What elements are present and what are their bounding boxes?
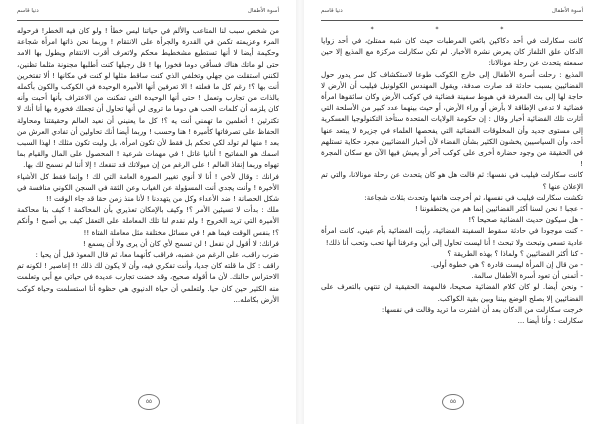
left-page bbox=[0, 0, 296, 424]
paragraph: راقف : كل ما قلته كان جديا، وأنت تفكري فيه، وأن لا يكون لك ذلك !! إعاصير ! لكونه تم الاحتراس حالنك. لأن ما أقوله صحيح، وقد خضت تجارب عديدة في حياتي مع أبي وتعلمت منه الكثير حين كان حيا. ولتعلمي أن حياة الدنيوي هي حظوة أنا استسلمت وحياة كوكب الأرض بكامله... bbox=[17, 261, 279, 304]
paragraph: من شخص سبب لنا المتاعب والألم في حياتنا ليس خطأ ! ولو كان فيه الخطر! فرحوله المرء وعزيمته تكمن في القدرة والجرأة على الانتقام ! وربما نحن ذاتها امرأة شجاعة وحكيمة أيضا لا أنها تستطيع مشخطيط محكم ولاتعرف أقرب الانتقام ويطول بها الامد حتى لو ماتك هناك فسأقي دوما فخورا بها ! قل رجيلها كنت أطلبها مجنونة مثلما تظنين، لكنني استقلت من جهلي وتخلفي الذي كنت ساقط مثلها لو كنت في مكانها ! ألا تفتخرين أنت بها ؟! رغم كل ما فعلته ! الا تعرفين أنها الأميرة الوحيدة في الكوكب والكون بأكمله بالذات من تجارب وتعمل ! حتى أنها الوحيدة التي تمكنت من الاعتراف بأنها أحبت وأنه كان يلزمه أن كلمات الحب هي دوما ما تروى لي أنها تحاول أن تجعلك فخورة بها أنا أنك لا تكترثين ! أتعلمين ما تهمني أنت يه ؟! كل ما يعنيني أن نعيد العالم وحقيقتنا ومحاولة الحفاظ على تصرفاتها كأميرة ! هنا وحسب ! وربما أيضا أنك تحاولين أن تفادي العرش من بعد ! منها لم تولد لكي تحكم بل فقط لأن تكون امرأة، بل وليت تكون مثلك ! لهذا السبب اسمك هو المفاتيح ! أنانيا غاتل ! في مهمات شرعية ! المحصول على المال والقيام بما تهواه وربما إنقاذ العالم ! على الرغم من إن ميولاتك قد تنفعك ! إلا أننا لم نسمح لك بها. bbox=[17, 26, 279, 170]
paragraph: فرانك: لا أقول لن نفعل ! لن تسمح لأي كان أن يرى ولا أن يسمع ! bbox=[82, 238, 279, 248]
paragraph: كانت سكارلت فيليب في نفسها: ثم قالت هل هو كان يتحدث عن رحلة مونالانا، والتي تم الإعلان عنها ؟ bbox=[321, 170, 583, 191]
dialogue-line: - كنا أكثر الفضائيين ؟ ولماذا ؟ بهذه الطريقة ؟ bbox=[447, 248, 583, 258]
paragraph: خرجت سكارلت من الدكان بعد أن اشترت ما تريد وقالت في نفسها: bbox=[381, 304, 583, 314]
page-number: ٥٥ bbox=[442, 394, 464, 410]
right-page-header bbox=[321, 8, 583, 18]
header-author: دنيا قاسم bbox=[321, 8, 343, 14]
paragraph: فرانك : وقال لأخي ! أنا لا أنوي تغيير الصورة العامة التي لك ! وإنما فقط كل الأشياء الأخيرة ! وأنت يجدي أنت المسؤولة عن الغياب وعن الثقة في السجن الكوني منافسة في شكل الحصانة ! ضد الأعداء وكل من يتهددنا ! لأنا منذ زمن حقا قد جاء الوقت !! bbox=[17, 171, 279, 204]
dialogue-line: - ونحن أيضا. لو كان كلام الفضائية صحيحا، فالمهمة الحقيقية لن تنتهي بالتعرف على الفضائيين إلا بصلح الوضع بيننا وبين بقية الكواكب. bbox=[321, 282, 583, 303]
dialogue-line: - أتمنى أن تعود أسرة الأطفال سالمة. bbox=[471, 271, 583, 281]
header-author: دنيا قاسم bbox=[17, 8, 39, 14]
right-page bbox=[304, 0, 600, 424]
book-gutter bbox=[296, 0, 304, 424]
left-page-body bbox=[17, 25, 279, 395]
header-title: أسوة الأطفال bbox=[551, 8, 583, 14]
right-page-body bbox=[321, 25, 583, 395]
paragraph: المذيع : رحلت أسرة الأطفال إلى خارج الكوكب طوعا لاستكشاف كل سر يدور حول الفضائيين بسبب حادثة قد صارت صدفة، ويقول المهندس الكولونيل فيليب أن الأرض لا حاجة لها إلى بث المعرفة في هبوط سفينة فضائية في كوكب الأرض وكان سائقوها امرأة فضائية لا تدعى الإطاقة لا بأرض أو وراء الأرض، أو حيث بينهما عدد كبير من الأسلحة التي أثارت تلك الفضائية أخبار وقال : إن حكومة الولايات المتحدة ستأخذ التكنولوجيا العسكرية إلى مستوى جديد وأن المخلوقات الفضائية التي يفحصها العلماء في جزيرة لا يبتعد عنها أحد، وأن السياسيين يخشون الكثير بشأن الفضاء لأن أخبار الفضائيين مجرد حكاية تستلهم في الحقيقة من وجود حضارة أخرى على كوكب آخر أو يعيش فيها الآن مع سكان المجرة ! bbox=[321, 69, 583, 169]
header-title: أسوة الأطفال bbox=[247, 8, 279, 14]
header-rule bbox=[17, 20, 279, 21]
paragraph: ضرب راقب، على الرغم من غضبه، فراقب كأنهما معا، ثم قال المعوذ قبل أن يحيا : bbox=[35, 250, 279, 260]
page-number: ٥٥ bbox=[138, 394, 160, 410]
paragraph: ملك : بدأت لا تسيئين الأمر ؟! وكيف بالإمكان تعذيري بأن المحاكمة ! كيف بنا محاكمة الأميرة التي تريد الخروج ! ولم نقدم لنا تلك المعاملة على التعقل كيف بي أصبح ! وأنكم ؟! بنفس الوقت فيما هم ! في مسائل مختلفة مثل معاملة الفتاة !! bbox=[17, 205, 279, 237]
dialogue-line: - كنت موجودا في حادثة سقوط السفينة الفضائية، رأيت الفضائية بأم عيني، كانت امرأة عادية تسعى وتبحث ولا تبحث ! أنا ليست تحاول إلى أين وعرفنا أنها تحب وتحب أنا ذلك! bbox=[321, 226, 583, 247]
header-rule bbox=[321, 20, 583, 21]
dialogue-line: - من قال إن المرأة ليست قادرة ؟ هي خطوة أولى. bbox=[430, 260, 583, 270]
paragraph: كانت سكارلت في أحد دكاكين بائعي المرطبات حيث كان شبه ممتلئ، في أحد زوايا الدكان علق التلفاز كان يعرض نشرة الأخبار. لم تكن سكارلت مركزة مع المذيع إلا حين سمعته يتحدث عن رحلة مونالانا: bbox=[321, 36, 583, 68]
paragraph: تكشت سكارلت فيليب في نفسها، ثم أخرجت هاتفها وتحدث بثلاث شجاعة: bbox=[364, 192, 583, 202]
paragraph: سكارلت : وأنا أيضا ... bbox=[517, 316, 583, 326]
dialogue-line: - هل سيكون حديث الفضائية صحيحا ؟! bbox=[468, 215, 583, 225]
dialogue-line: - عجبا ! نحن لسنا أكثر الفضائيين إنما هم من يختطفوننا ! bbox=[414, 204, 583, 214]
section-break: * * * bbox=[370, 26, 534, 33]
left-page-header bbox=[17, 8, 279, 18]
